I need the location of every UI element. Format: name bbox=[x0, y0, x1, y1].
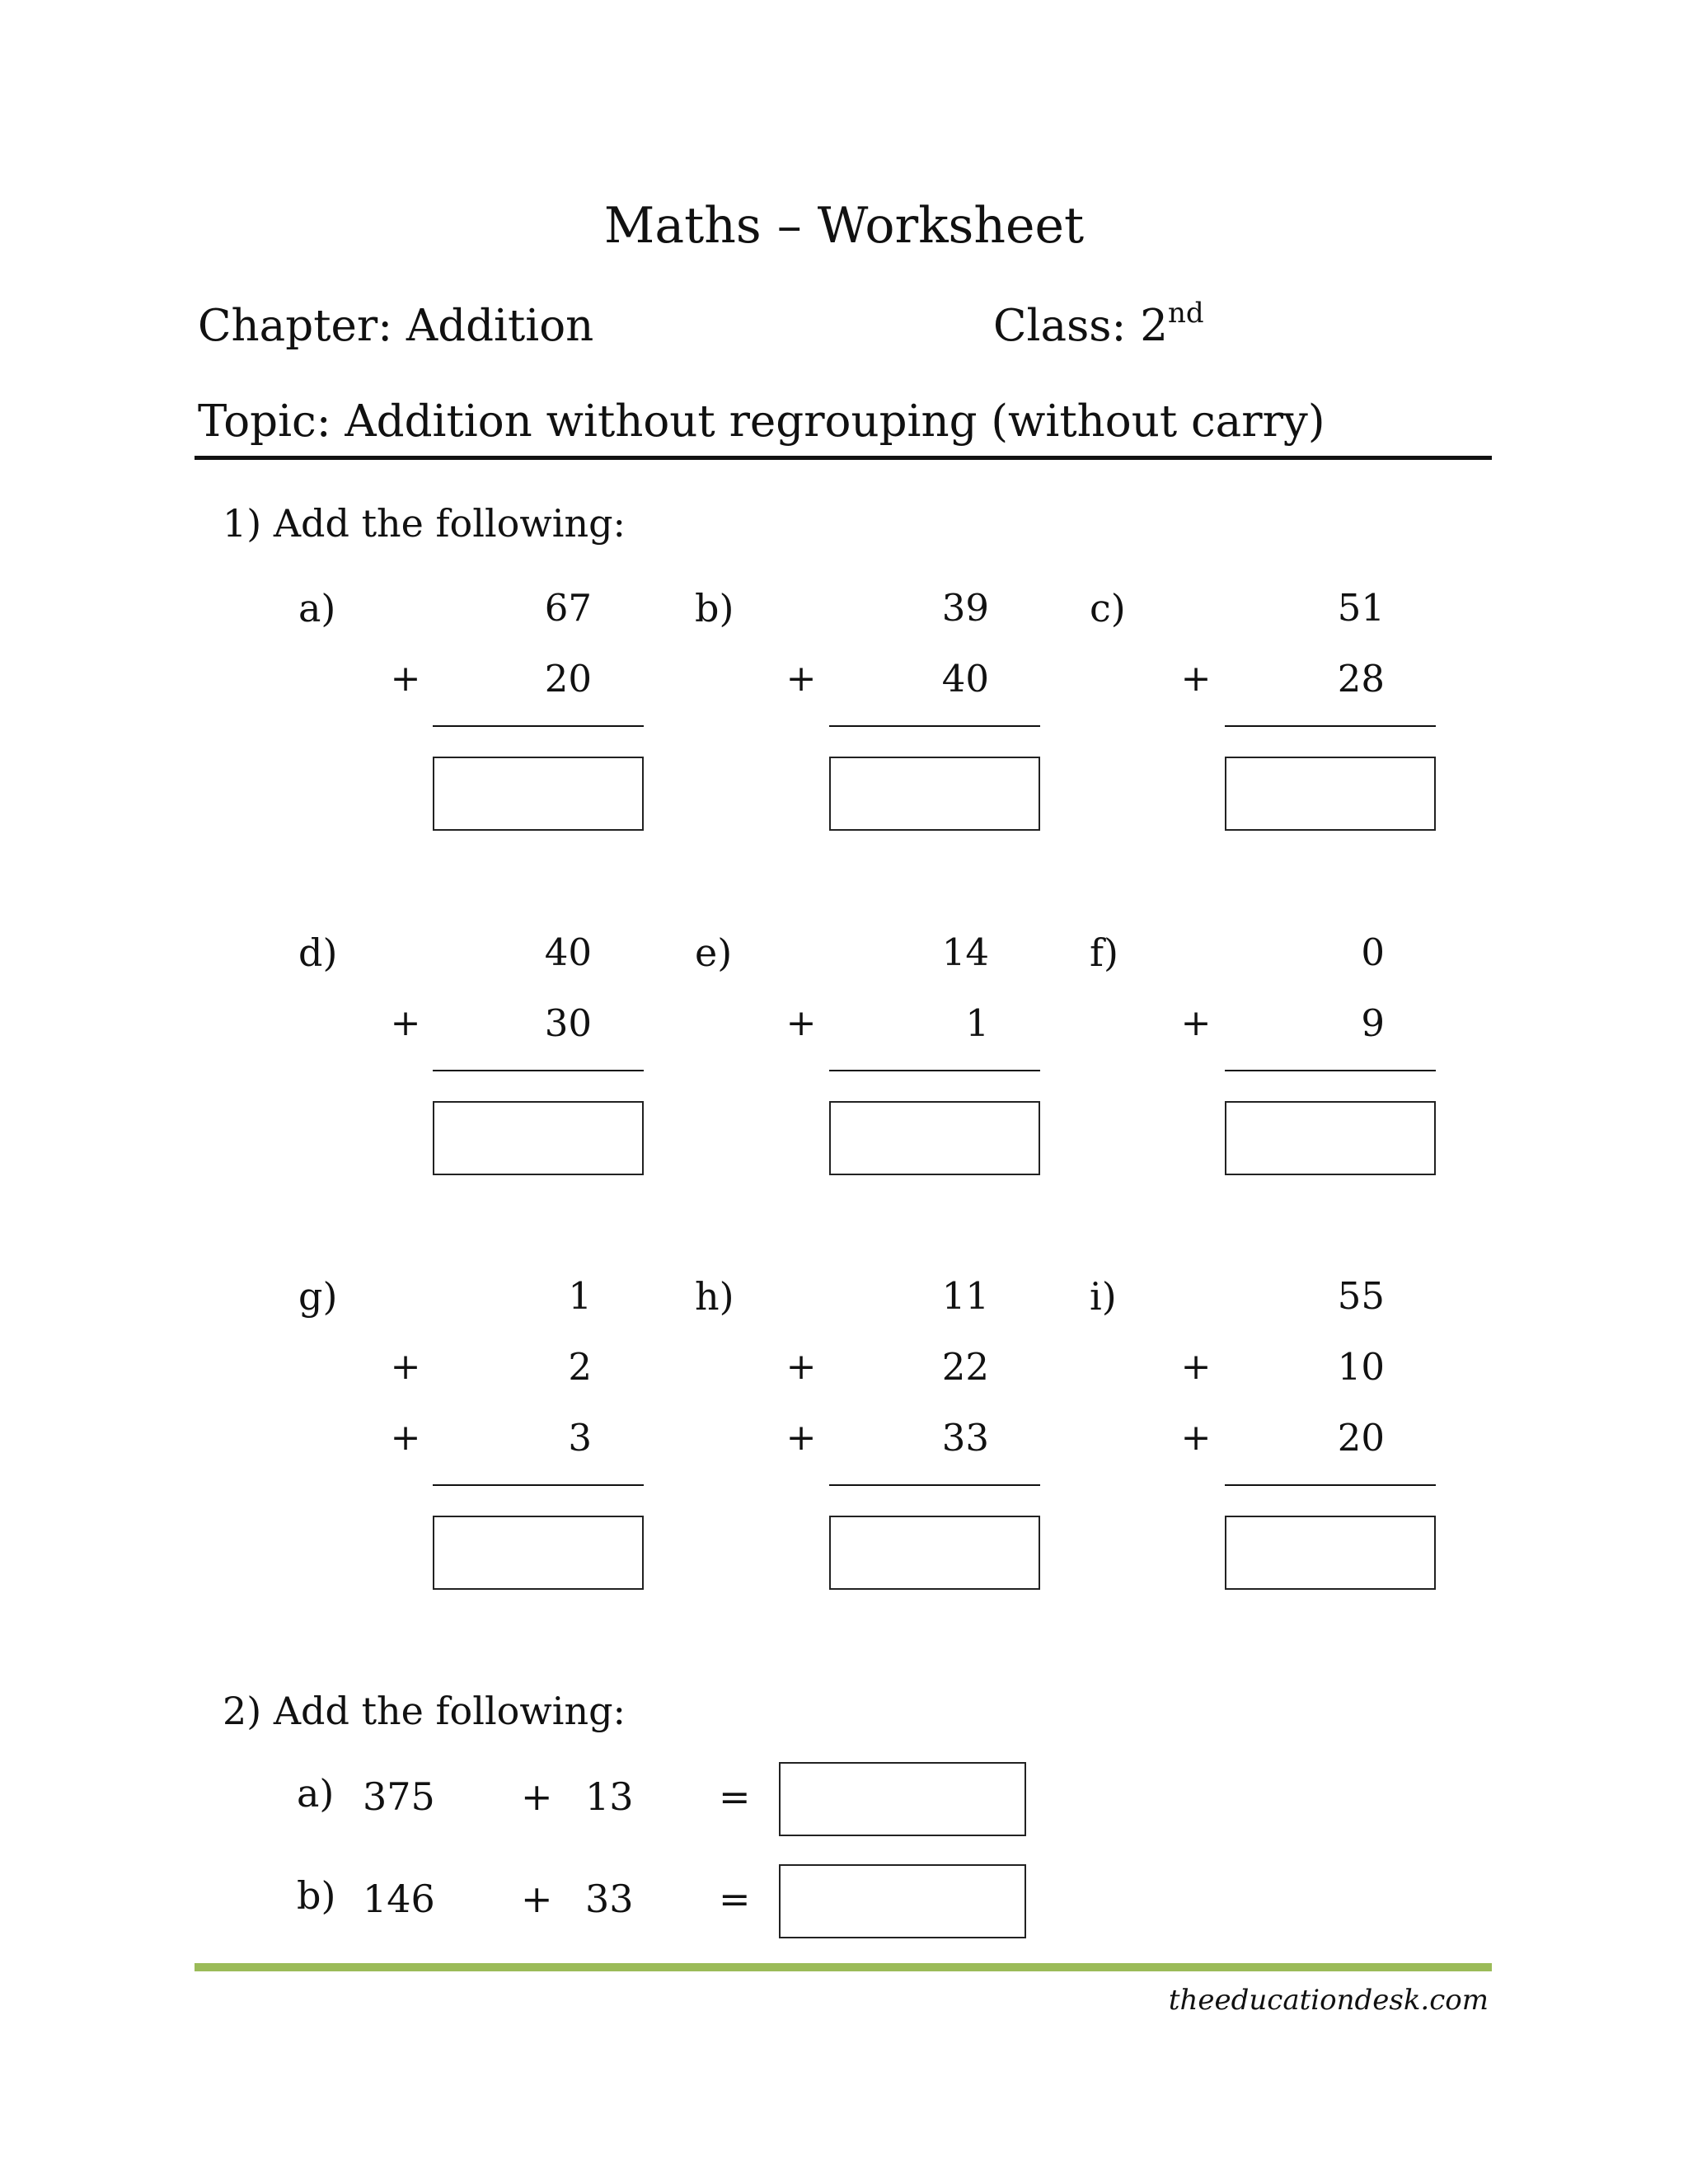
answer-box[interactable] bbox=[779, 1762, 1026, 1836]
addend: 9 bbox=[1361, 1001, 1385, 1045]
addend: 20 bbox=[544, 657, 592, 701]
sum-line bbox=[829, 725, 1040, 727]
equals-sign: = bbox=[719, 1774, 751, 1819]
plus-sign: + bbox=[785, 1417, 817, 1459]
first-number: 146 bbox=[363, 1877, 435, 1921]
footer-divider bbox=[195, 1963, 1492, 1971]
second-number: 33 bbox=[585, 1877, 634, 1921]
problem-label: h) bbox=[695, 1274, 734, 1319]
addend: 2 bbox=[568, 1345, 592, 1389]
answer-box[interactable] bbox=[433, 1101, 644, 1175]
plus-sign: + bbox=[390, 658, 421, 700]
addend: 0 bbox=[1361, 930, 1385, 974]
addend: 67 bbox=[544, 586, 592, 630]
addend: 14 bbox=[941, 930, 989, 974]
plus-sign: + bbox=[1180, 1346, 1212, 1388]
equals-sign: = bbox=[719, 1877, 751, 1921]
addend: 28 bbox=[1337, 657, 1385, 701]
problem-label: a) bbox=[298, 586, 336, 630]
second-number: 13 bbox=[585, 1774, 634, 1819]
addend: 1 bbox=[568, 1274, 592, 1318]
plus-sign: + bbox=[1180, 1417, 1212, 1459]
sum-line bbox=[433, 725, 644, 727]
topic-divider bbox=[195, 456, 1492, 460]
problem-label: e) bbox=[695, 930, 733, 975]
problem-label: b) bbox=[695, 586, 734, 630]
addend: 3 bbox=[568, 1416, 592, 1460]
sum-line bbox=[1225, 725, 1436, 727]
plus-sign: + bbox=[390, 1417, 421, 1459]
sum-line bbox=[829, 1484, 1040, 1486]
plus-sign: + bbox=[521, 1774, 553, 1819]
website-label: theeducationdesk.com bbox=[1168, 1984, 1489, 2017]
plus-sign: + bbox=[390, 1002, 421, 1044]
sum-line bbox=[1225, 1484, 1436, 1486]
class-suffix: nd bbox=[1167, 297, 1204, 330]
sum-line bbox=[433, 1484, 644, 1486]
sum-line bbox=[1225, 1070, 1436, 1071]
section-1-heading: 1) Add the following: bbox=[223, 501, 626, 546]
addend: 11 bbox=[941, 1274, 989, 1318]
problem-label: i) bbox=[1090, 1274, 1117, 1319]
plus-sign: + bbox=[785, 1002, 817, 1044]
addend: 1 bbox=[965, 1001, 989, 1045]
plus-sign: + bbox=[785, 1346, 817, 1388]
addend: 22 bbox=[941, 1345, 989, 1389]
plus-sign: + bbox=[390, 1346, 421, 1388]
class-text: Class: 2 bbox=[993, 301, 1168, 351]
problem-label: g) bbox=[298, 1274, 338, 1319]
problem-label: c) bbox=[1090, 586, 1126, 630]
section-2-heading: 2) Add the following: bbox=[223, 1689, 626, 1733]
plus-sign: + bbox=[1180, 658, 1212, 700]
answer-box[interactable] bbox=[829, 757, 1040, 831]
first-number: 375 bbox=[363, 1774, 435, 1819]
addend: 20 bbox=[1337, 1416, 1385, 1460]
answer-box[interactable] bbox=[433, 1516, 644, 1590]
topic-label: Topic: Addition without regrouping (without carry) bbox=[198, 396, 1325, 447]
sum-line bbox=[433, 1070, 644, 1071]
problem-label: d) bbox=[298, 930, 338, 975]
addend: 51 bbox=[1337, 586, 1385, 630]
problem-label: f) bbox=[1090, 930, 1118, 975]
class-label bbox=[993, 295, 1204, 358]
plus-sign: + bbox=[521, 1877, 553, 1921]
equation-label: b) bbox=[297, 1873, 336, 1918]
answer-box[interactable] bbox=[1225, 1101, 1436, 1175]
answer-box[interactable] bbox=[829, 1101, 1040, 1175]
answer-box[interactable] bbox=[433, 757, 644, 831]
worksheet-title: Maths – Worksheet bbox=[603, 197, 1085, 255]
addend: 55 bbox=[1337, 1274, 1385, 1318]
addend: 10 bbox=[1337, 1345, 1385, 1389]
plus-sign: + bbox=[785, 658, 817, 700]
plus-sign: + bbox=[1180, 1002, 1212, 1044]
addend: 39 bbox=[941, 586, 989, 630]
answer-box[interactable] bbox=[1225, 1516, 1436, 1590]
addend: 30 bbox=[544, 1001, 592, 1045]
answer-box[interactable] bbox=[779, 1864, 1026, 1938]
addend: 33 bbox=[941, 1416, 989, 1460]
equation-label: a) bbox=[297, 1771, 335, 1816]
answer-box[interactable] bbox=[1225, 757, 1436, 831]
chapter-label: Chapter: Addition bbox=[198, 301, 594, 351]
addend: 40 bbox=[941, 657, 989, 701]
sum-line bbox=[829, 1070, 1040, 1071]
addend: 40 bbox=[544, 930, 592, 974]
answer-box[interactable] bbox=[829, 1516, 1040, 1590]
